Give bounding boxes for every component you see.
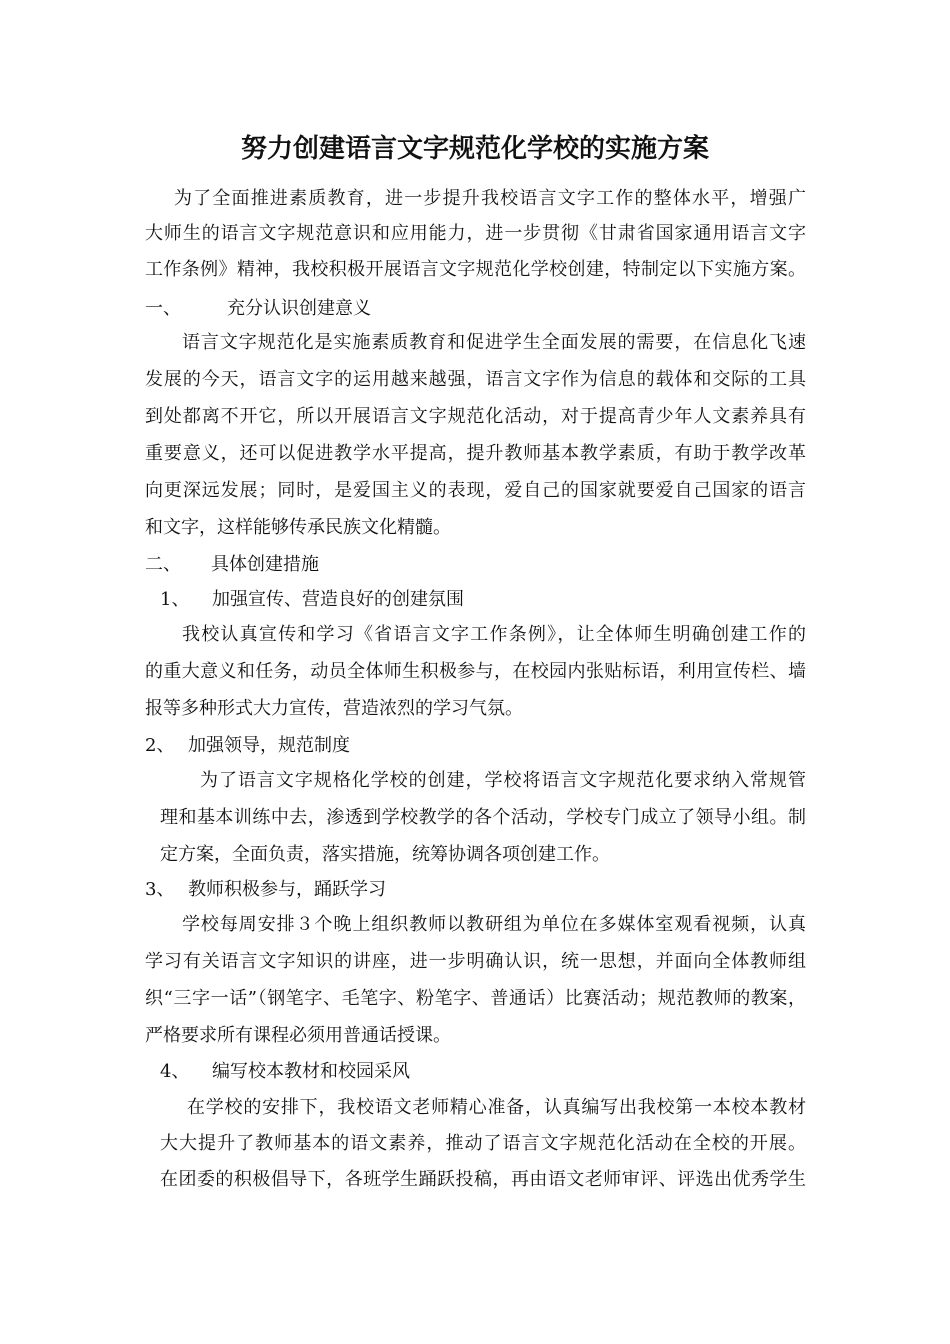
paragraph-line: 我校认真宣传和学习《省语言文字工作条例》，让全体师生明确创建工作的	[182, 624, 806, 645]
paragraph-line: 报等多种形式大力宣传，营造浓烈的学习气氛。	[145, 698, 523, 719]
subsection-heading-4	[160, 1059, 410, 1085]
subsection-number: 3、	[145, 879, 175, 900]
subsection-heading-1	[160, 587, 464, 613]
section-number: 二、	[145, 554, 181, 575]
intro-line: 工作条例》精神，我校积极开展语言文字规范化学校创建，特制定以下实施方案。	[145, 259, 806, 280]
subsection-title: 编写校本教材和校园采风	[212, 1061, 410, 1082]
subsection-heading-2	[145, 733, 350, 759]
section-heading-2	[145, 552, 319, 578]
subsection-title: 加强宣传、营造良好的创建氛围	[212, 589, 464, 610]
paragraph-line: 在团委的积极倡导下，各班学生踊跃投稿，再由语文老师审评、评选出优秀学生	[160, 1169, 806, 1190]
section-title: 充分认识创建意义	[227, 298, 371, 319]
paragraph-line: 的重大意义和任务，动员全体师生积极参与，在校园内张贴标语，利用宣传栏、墙	[145, 661, 806, 682]
paragraph-line: 严格要求所有课程必须用普通话授课。	[145, 1025, 451, 1046]
section-number: 一、	[145, 298, 181, 319]
subsection-title: 加强领导，规范制度	[188, 735, 350, 756]
subsection-heading-3	[145, 877, 386, 903]
paragraph-line: 在学校的安排下，我校语文老师精心准备，认真编写出我校第一本校本教材	[187, 1097, 806, 1118]
subsection-number: 1、	[160, 589, 190, 610]
document-title: 努力创建语言文字规范化学校的实施方案	[240, 134, 709, 164]
paragraph-line: 定方案，全面负责，落实措施，统筹协调各项创建工作。	[160, 844, 610, 865]
paragraph-line: 织“三字一话”（钢笔字、毛笔字、粉笔字、普通话）比赛活动；规范教师的教案，	[145, 988, 806, 1009]
subsection-number: 2、	[145, 735, 175, 756]
paragraph-line: 大大提升了教师基本的语文素养，推动了语言文字规范化活动在全校的开展。	[160, 1133, 806, 1154]
subsection-number: 4、	[160, 1061, 190, 1082]
paragraph-line: 向更深远发展；同时，是爱国主义的表现，爱自己的国家就要爱自己国家的语言	[145, 480, 806, 501]
subsection-title: 教师积极参与，踊跃学习	[188, 879, 386, 900]
paragraph-line: 语言文字规范化是实施素质教育和促进学生全面发展的需要，在信息化飞速	[182, 332, 806, 353]
intro-line: 大师生的语言文字规范意识和应用能力，进一步贯彻《甘肃省国家通用语言文字	[145, 223, 806, 244]
paragraph-line: 学习有关语言文字知识的讲座，进一步明确认识，统一思想，并面向全体教师组	[145, 951, 806, 972]
paragraph-line: 重要意义，还可以促进教学水平提高，提升教师基本教学素质，有助于教学改革	[145, 443, 806, 464]
paragraph-line: 和文字，这样能够传承民族文化精髓。	[145, 517, 451, 538]
paragraph-line: 到处都离不开它，所以开展语言文字规范化活动，对于提高青少年人文素养具有	[145, 406, 806, 427]
section-title: 具体创建措施	[211, 554, 319, 575]
paragraph-line: 学校每周安排３个晚上组织教师以教研组为单位在多媒体室观看视频，认真	[182, 914, 806, 935]
paragraph-line: 理和基本训练中去，渗透到学校教学的各个活动，学校专门成立了领导小组。制	[160, 807, 806, 828]
section-heading-1	[145, 296, 371, 322]
intro-line: 为了全面推进素质教育，进一步提升我校语言文字工作的整体水平，增强广	[174, 188, 806, 209]
paragraph-line: 为了语言文字规格化学校的创建，学校将语言文字规范化要求纳入常规管	[200, 770, 806, 791]
paragraph-line: 发展的今天，语言文字的运用越来越强，语言文字作为信息的载体和交际的工具	[145, 369, 806, 390]
